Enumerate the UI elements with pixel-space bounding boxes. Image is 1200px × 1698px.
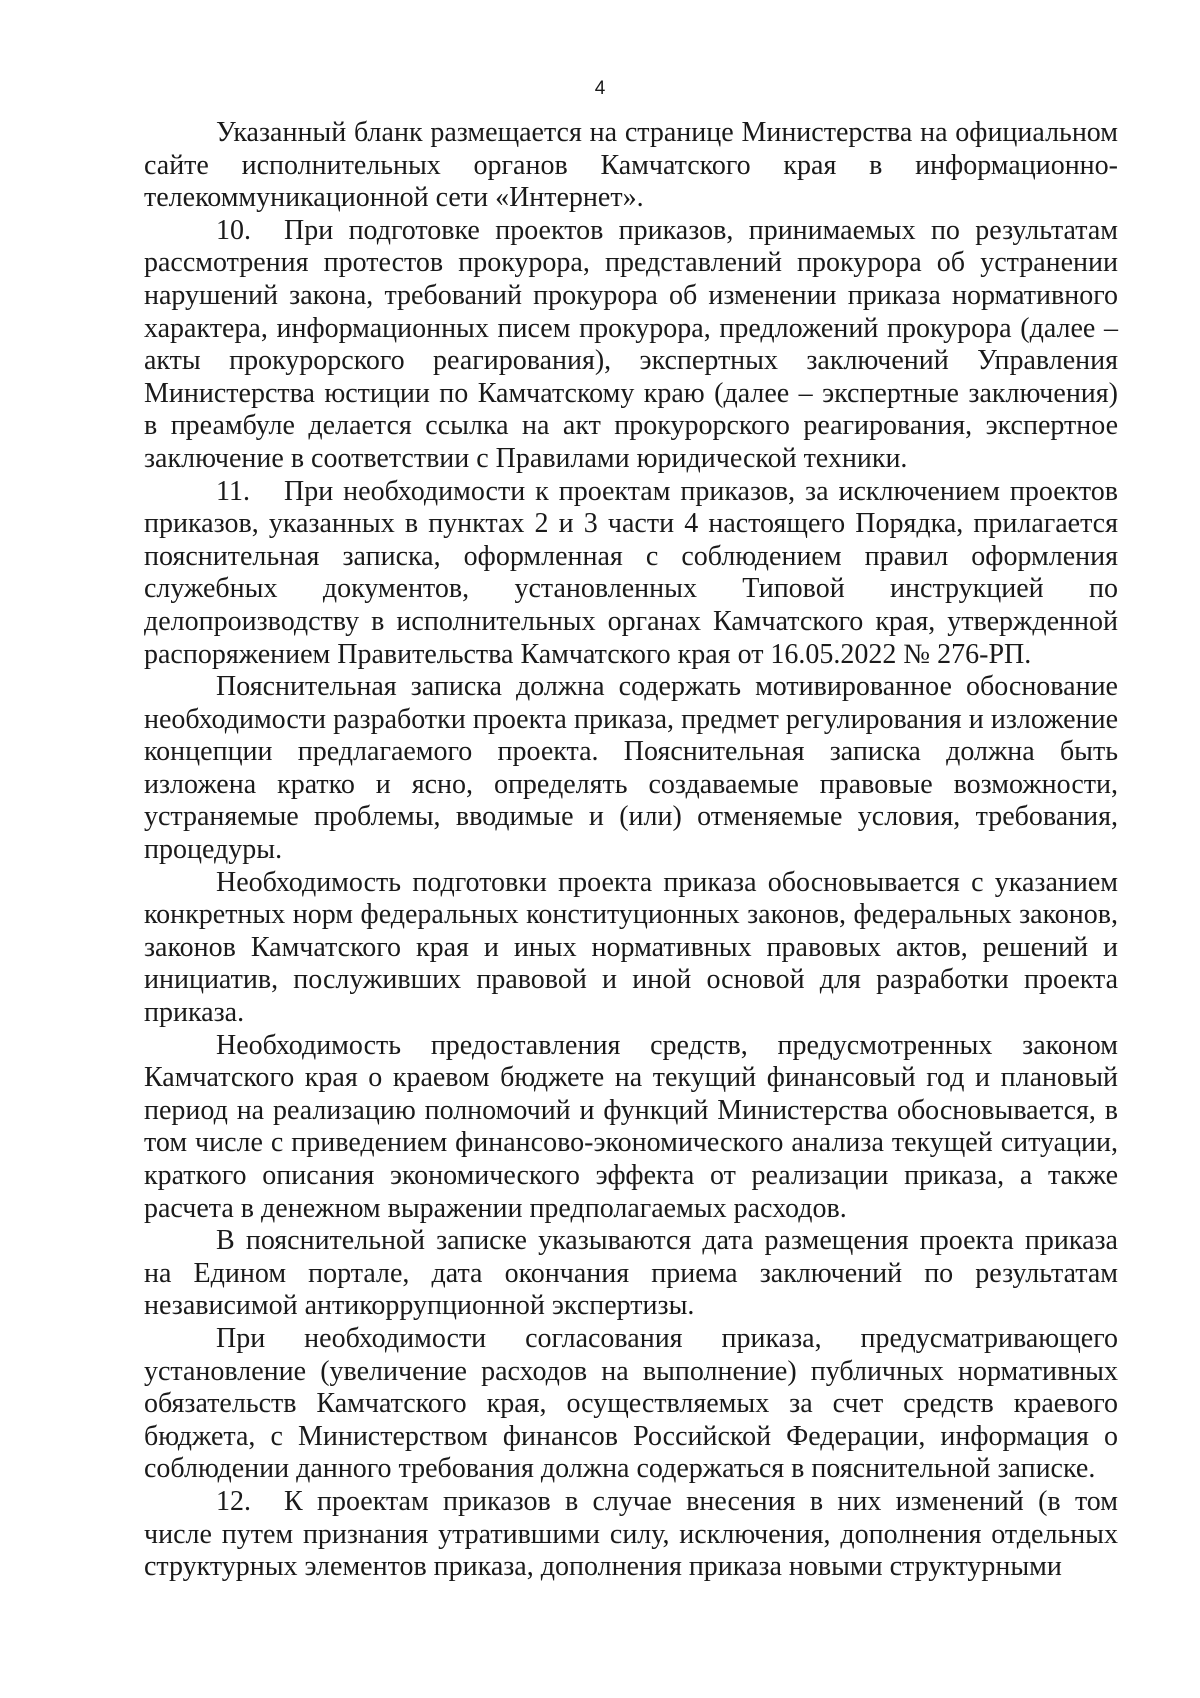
paragraph-text: В пояснительной записке указываются дата размещения проекта приказа на Едином портале, дата окончания приема заключений по результатам независимой антикоррупционной экспертизы. [144, 1225, 1118, 1322]
paragraph-text: При необходимости согласования приказа, предусматривающего установление (увеличение расходов на выполнение) публичных нормативных обязательств Камчатского края, осуществляемых за счет средств краевого бюджета, с Министерством финансов Российской Федерации, информация о соблюдении данного требования должна содержаться в пояснительной записке. [144, 1322, 1118, 1485]
paragraph [144, 671, 1118, 867]
paragraph [144, 1030, 1118, 1226]
paragraph [144, 1225, 1118, 1323]
paragraph-item-12 [144, 1486, 1118, 1584]
item-number: 10. [216, 214, 251, 246]
page-number: 4 [594, 78, 606, 99]
item-number: 12. [216, 1485, 251, 1517]
paragraph [144, 117, 1118, 215]
paragraph-text: Необходимость подготовки проекта приказа обосновывается с указанием конкретных норм федеральных конституционных законов, федеральных законов, законов Камчатского края и иных нормативных правовых актов, решений и инициатив, послуживших правовой и иной основой для разработки проекта приказа. [144, 866, 1118, 1029]
paragraph-text: При подготовке проектов приказов, принимаемых по результатам рассмотрения протестов прокурора, представлений прокурора об устранении нарушений закона, требований прокурора об изменении приказа нормативного характера, информационных писем прокурора, предложений прокурора (далее – акты прокурорского реагирования), экспертных заключений Управления Министерства юстиции по Камчатскому краю (далее – экспертные заключения) в преамбуле делается ссылка на акт прокурорского реагирования, экспертное заключение в соответствии с Правилами юридической техники. [144, 214, 1118, 474]
item-number: 11. [216, 475, 250, 507]
paragraph-item-11 [144, 476, 1118, 672]
paragraph [144, 867, 1118, 1030]
paragraph-text: Указанный бланк размещается на странице Министерства на официальном сайте исполнительных органов Камчатского края в информационно-телекоммуникационной сети «Интернет». [144, 117, 1118, 214]
paragraph-text: При необходимости к проектам приказов, за исключением проектов приказов, указанных в пунктах 2 и 3 части 4 настоящего Порядка, прилагается пояснительная записка, оформленная с соблюдением правил оформления служебных документов, установленных Типовой инструкцией по делопроизводству в исполнительных органах Камчатского края, утвержденной распоряжением Правительства Камчатского края от 16.05.2022 № 276-РП. [144, 475, 1118, 670]
paragraph-text: Пояснительная записка должна содержать мотивированное обоснование необходимости разработки проекта приказа, предмет регулирования и изложение концепции предлагаемого проекта. Пояснительная записка должна быть изложена кратко и ясно, определять создаваемые правовые возможности, устраняемые проблемы, вводимые и (или) отменяемые условия, требования, процедуры. [144, 671, 1118, 866]
paragraph-text: Необходимость предоставления средств, предусмотренных законом Камчатского края о краевом бюджете на текущий финансовый год и плановый период на реализацию полномочий и функций Министерства обосновывается, в том числе с приведением финансово-экономического анализа текущей ситуации, краткого описания экономического эффекта от реализации приказа, а также расчета в денежном выражении предполагаемых расходов. [144, 1029, 1118, 1224]
document-body [144, 117, 1118, 1584]
paragraph-item-10 [144, 215, 1118, 476]
paragraph [144, 1323, 1118, 1486]
paragraph-text: К проектам приказов в случае внесения в них изменений (в том числе путем признания утратившими силу, исключения, дополнения отдельных структурных элементов приказа, дополнения приказа новыми структурными [144, 1485, 1118, 1583]
